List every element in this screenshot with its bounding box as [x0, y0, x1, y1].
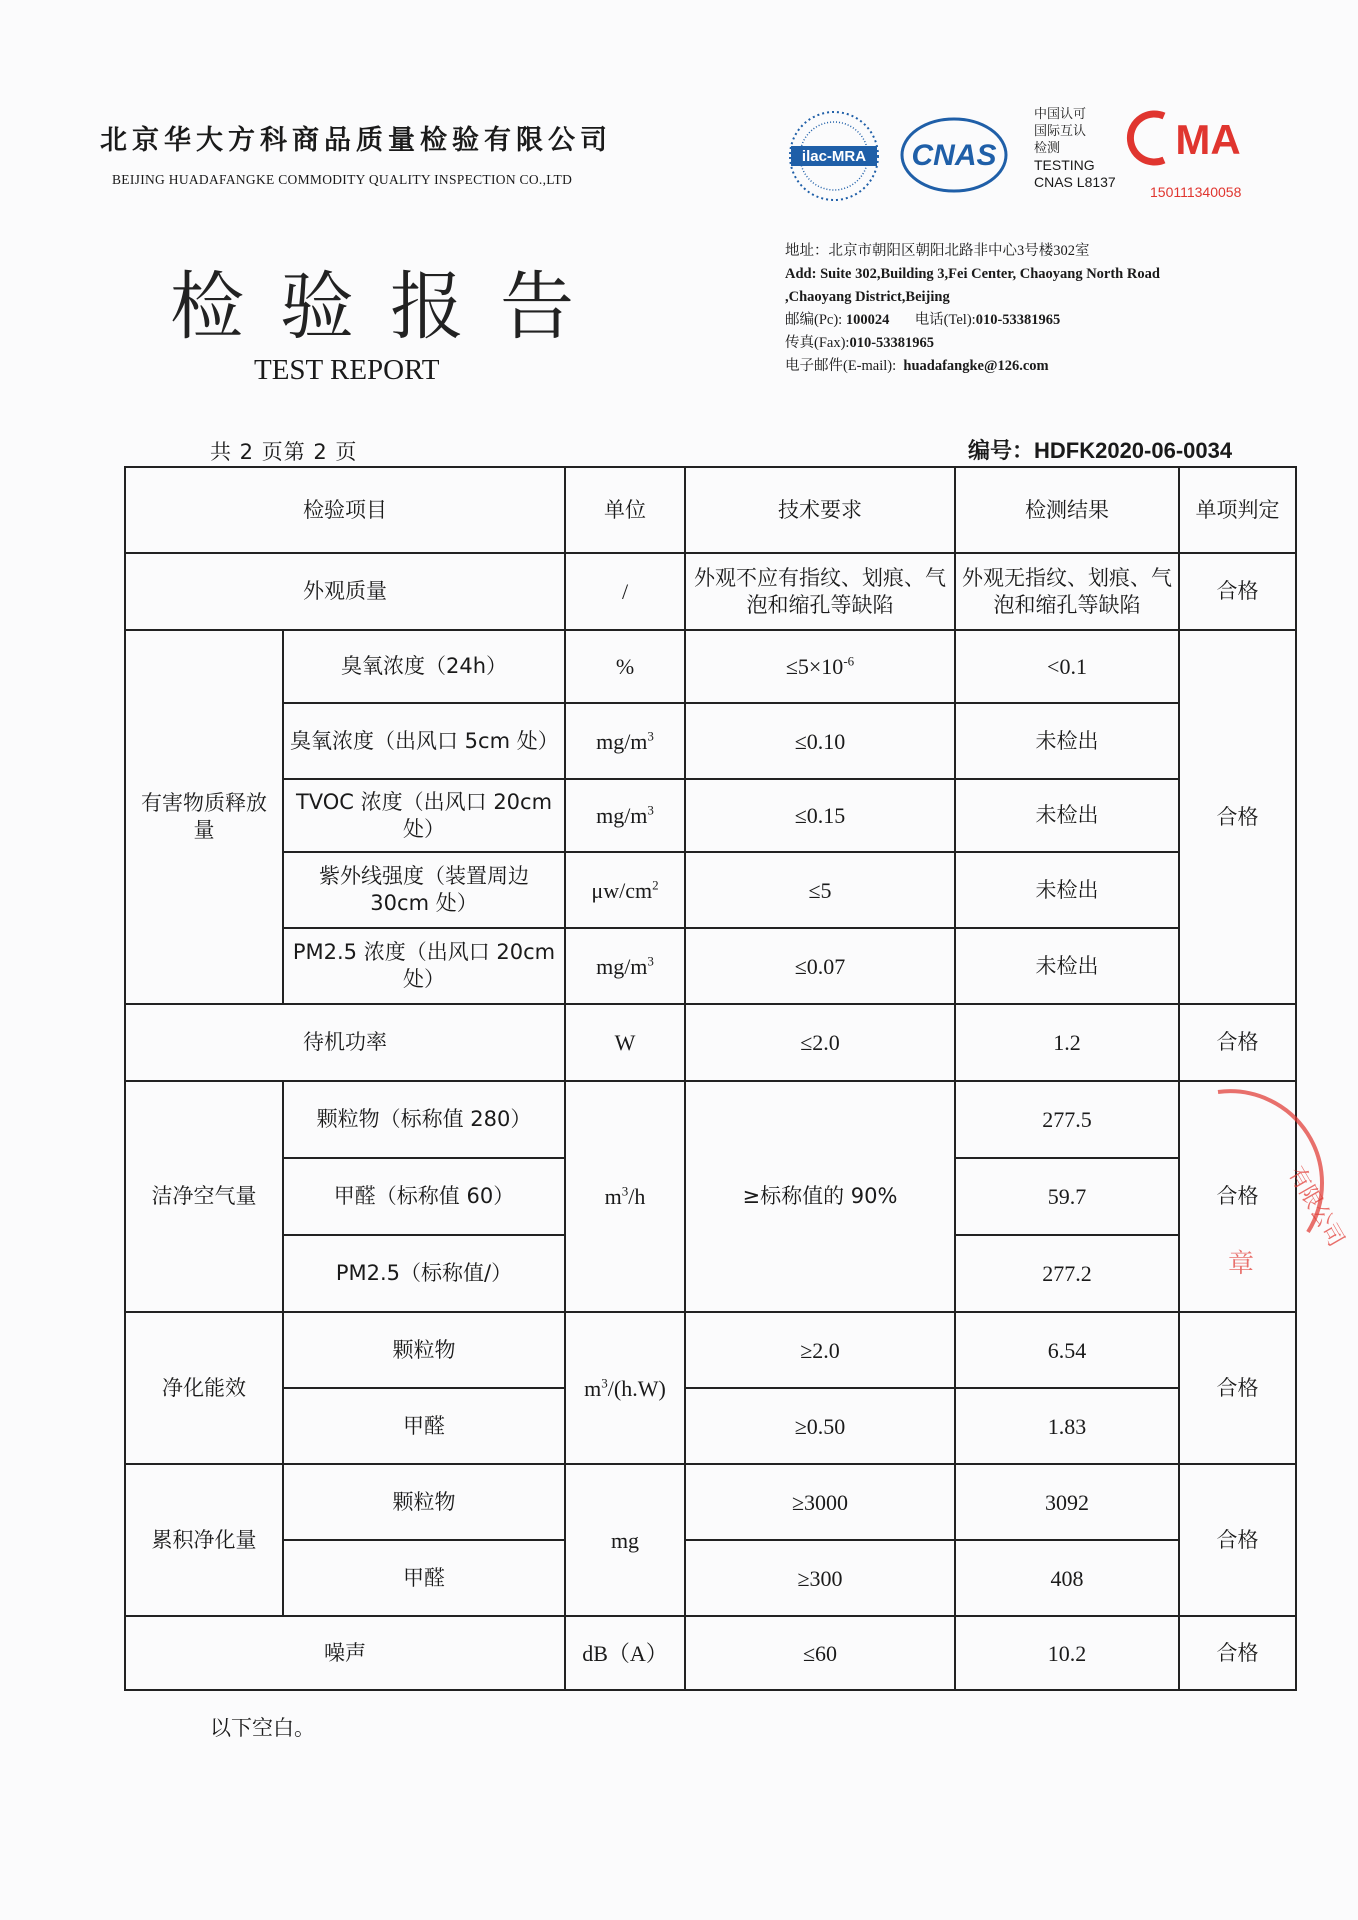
unit-value: mg/m: [596, 953, 648, 979]
cma-number: 150111340058: [1150, 184, 1242, 200]
cma-logo: [1148, 110, 1258, 166]
stamp-text: 有限公司: [1282, 1162, 1349, 1252]
result-cell: 277.2: [955, 1235, 1179, 1312]
address-cn: 北京市朝阳区朝阳北路非中心3号楼302室: [828, 243, 1090, 259]
table-row: [125, 1616, 1296, 1690]
verdict-cell: 合格: [1179, 1004, 1296, 1081]
item-cell: 噪声: [125, 1616, 565, 1690]
header-result: 检测结果: [955, 467, 1179, 553]
page-count: 共 2 页第 2 页: [210, 440, 358, 464]
table-header-row: [125, 467, 1296, 553]
cnas-logo-text: CNAS: [911, 139, 997, 172]
table-row: [125, 852, 1296, 928]
result-cell: 未检出: [955, 928, 1179, 1004]
item-cell: 甲醛: [283, 1388, 565, 1464]
unit-cell: [565, 928, 685, 1004]
item-cell: 颗粒物（标称值 280）: [283, 1081, 565, 1158]
result-cell: 408: [955, 1540, 1179, 1616]
unit-exponent: 3: [601, 1375, 608, 1391]
item-cell: 颗粒物: [283, 1464, 565, 1540]
result-cell: 1.2: [955, 1004, 1179, 1081]
unit-cell: [565, 1312, 685, 1464]
header-requirement: 技术要求: [685, 467, 955, 553]
requirement-cell: ≤2.0: [685, 1004, 955, 1081]
item-cell: 臭氧浓度（24h）: [283, 630, 565, 703]
ilac-logo-text: ilac-MRA: [801, 148, 867, 165]
table-row: [125, 1388, 1296, 1464]
cert-line: 中国认可: [1034, 107, 1087, 122]
unit-tail: /h: [628, 1184, 646, 1209]
unit-cell: /: [565, 553, 685, 630]
stamp-char: 章: [1228, 1249, 1255, 1279]
item-cell: 臭氧浓度（出风口 5cm 处）: [283, 703, 565, 779]
item-cell: 外观质量: [125, 553, 565, 630]
verdict-cell: 合格: [1179, 1312, 1296, 1464]
address-cn-label: 地址：: [785, 243, 829, 259]
fax-label: 传真(Fax):: [785, 335, 850, 351]
unit-cell: [565, 779, 685, 852]
company-name-cn: 北京华大方科商品质量检验有限公司: [100, 125, 612, 156]
unit-exponent: 3: [647, 728, 654, 744]
item-cell: 甲醛: [283, 1540, 565, 1616]
unit-exponent: 3: [647, 953, 654, 969]
unit-tail: /(h.W): [607, 1375, 666, 1401]
address-en: Suite 302,Building 3,Fei Center, Chaoyang North Road ,Chaoyang District,Beijing: [785, 266, 1160, 305]
verdict-cell: 合格: [1179, 1081, 1296, 1312]
requirement-cell: ≥3000: [685, 1464, 955, 1540]
table-row: [125, 1004, 1296, 1081]
cert-line: 检测: [1034, 141, 1061, 156]
item-cell: 颗粒物: [283, 1312, 565, 1388]
postcode-label: 邮编(Pc):: [785, 312, 843, 328]
cma-logo-text: MA: [1175, 116, 1241, 163]
ilac-mra-logo: [785, 108, 883, 204]
table-row: [125, 1312, 1296, 1388]
unit-exponent: 3: [647, 802, 654, 818]
result-cell: 10.2: [955, 1616, 1179, 1690]
cert-line: 国际互认: [1034, 124, 1087, 139]
unit-cell: mg: [565, 1464, 685, 1616]
tel: 010-53381965: [975, 312, 1061, 328]
email: huadafangke@126.com: [903, 358, 1049, 374]
table-row: [125, 553, 1296, 630]
result-cell: 277.5: [955, 1081, 1179, 1158]
requirement-exponent: -6: [843, 653, 855, 669]
footer-note: 以下空白。: [210, 1716, 315, 1740]
unit-cell: [565, 852, 685, 928]
result-cell: <0.1: [955, 630, 1179, 703]
header-verdict: 单项判定: [1179, 467, 1296, 553]
verdict-cell: 合格: [1179, 1464, 1296, 1616]
tel-label: 电话(Tel):: [914, 312, 976, 328]
result-cell: 未检出: [955, 852, 1179, 928]
unit-cell: [565, 1081, 685, 1312]
unit-value: m: [604, 1184, 622, 1209]
item-cell: 紫外线强度（装置周边 30cm 处）: [283, 852, 565, 928]
requirement-cell: [685, 630, 955, 703]
header-item: 检验项目: [125, 467, 565, 553]
group-cell: 累积净化量: [125, 1464, 283, 1616]
requirement-cell: ≤0.10: [685, 703, 955, 779]
requirement-value: ≤5×10: [785, 654, 844, 679]
requirement-cell: ≥标称值的 90%: [685, 1081, 955, 1312]
verdict-cell: 合格: [1179, 1616, 1296, 1690]
result-cell: 未检出: [955, 703, 1179, 779]
header-unit: 单位: [565, 467, 685, 553]
cert-line: TESTING: [1034, 157, 1095, 173]
item-cell: PM2.5 浓度（出风口 20cm 处）: [283, 928, 565, 1004]
result-cell: 59.7: [955, 1158, 1179, 1235]
result-cell: 外观无指纹、划痕、气泡和缩孔等缺陷: [955, 553, 1179, 630]
unit-value: mg/m: [596, 728, 648, 754]
unit-value: m: [584, 1375, 602, 1401]
result-cell: 未检出: [955, 779, 1179, 852]
accreditation-text: [1034, 106, 1116, 191]
report-title-en: TEST REPORT: [254, 354, 440, 386]
item-cell: 待机功率: [125, 1004, 565, 1081]
item-cell: 甲醛（标称值 60）: [283, 1158, 565, 1235]
unit-value: μw/cm: [591, 877, 653, 903]
result-cell: 3092: [955, 1464, 1179, 1540]
unit-cell: dB（A）: [565, 1616, 685, 1690]
contact-block: [785, 240, 1205, 378]
table-row: [125, 928, 1296, 1004]
company-name-en: BEIJING HUADAFANGKE COMMODITY QUALITY INSPECTION CO.,LTD: [112, 172, 573, 187]
unit-cell: W: [565, 1004, 685, 1081]
table-row: [125, 779, 1296, 852]
address-en-label: Add:: [785, 266, 817, 282]
unit-cell: [565, 703, 685, 779]
email-label: 电子邮件(E-mail):: [785, 358, 897, 374]
table-row: [125, 1464, 1296, 1540]
cert-line: CNAS L8137: [1034, 174, 1116, 190]
requirement-cell: ≥0.50: [685, 1388, 955, 1464]
table-row: [125, 630, 1296, 703]
group-cell: 洁净空气量: [125, 1081, 283, 1312]
group-cell: 有害物质释放量: [125, 630, 283, 1004]
results-table: [124, 466, 1297, 1691]
fax: 010-53381965: [849, 335, 935, 351]
unit-exponent: 2: [652, 877, 659, 893]
table-row: [125, 703, 1296, 779]
cnas-logo: [898, 115, 1010, 195]
item-cell: TVOC 浓度（出风口 20cm 处）: [283, 779, 565, 852]
report-number: 编号：HDFK2020-06-0034: [968, 438, 1233, 463]
result-cell: 1.83: [955, 1388, 1179, 1464]
requirement-cell: ≥300: [685, 1540, 955, 1616]
table-row: [125, 1540, 1296, 1616]
item-cell: PM2.5（标称值/）: [283, 1235, 565, 1312]
requirement-cell: ≤0.15: [685, 779, 955, 852]
result-cell: 6.54: [955, 1312, 1179, 1388]
requirement-cell: ≤60: [685, 1616, 955, 1690]
requirement-cell: ≤0.07: [685, 928, 955, 1004]
requirement-cell: ≤5: [685, 852, 955, 928]
report-title-cn: 检验报告: [170, 264, 610, 350]
unit-cell: %: [565, 630, 685, 703]
requirement-cell: 外观不应有指纹、划痕、气泡和缩孔等缺陷: [685, 553, 955, 630]
verdict-cell: 合格: [1179, 630, 1296, 1004]
unit-exponent: 3: [621, 1183, 629, 1199]
postcode: 100024: [845, 312, 890, 328]
table-row: [125, 1081, 1296, 1158]
unit-value: mg/m: [596, 803, 648, 828]
requirement-cell: ≥2.0: [685, 1312, 955, 1388]
group-cell: 净化能效: [125, 1312, 283, 1464]
verdict-cell: 合格: [1179, 553, 1296, 630]
